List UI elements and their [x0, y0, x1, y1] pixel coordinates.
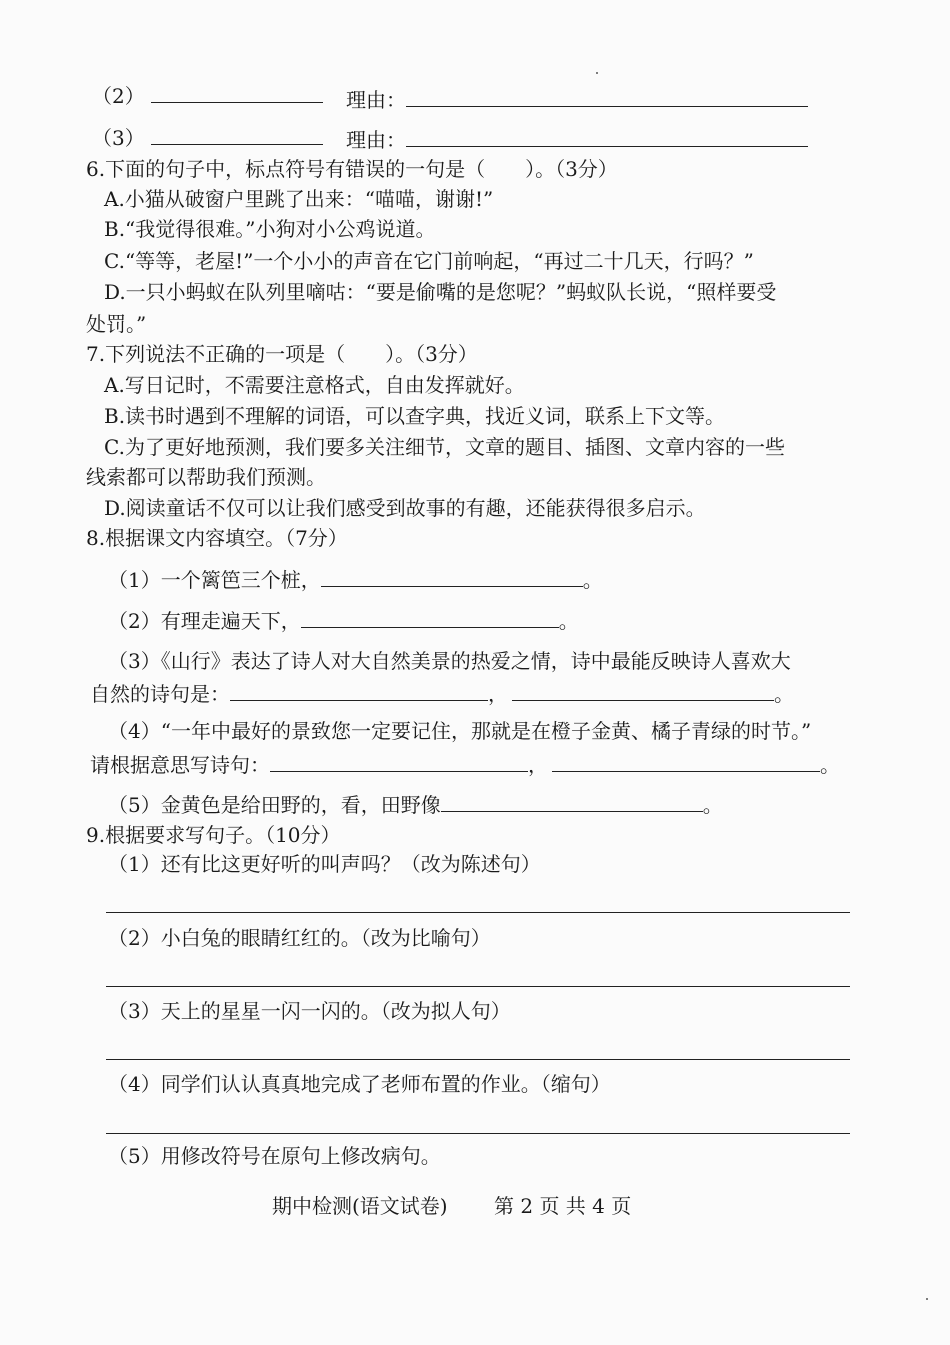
period: 。: [774, 682, 794, 706]
q9-item-1: （1）还有比这更好听的叫声吗？（改为陈述句）: [108, 852, 541, 876]
q8-item-3-answer: [90, 680, 794, 707]
period: 。: [702, 793, 723, 817]
period: 。: [582, 568, 603, 592]
reason-blank[interactable]: [406, 126, 808, 147]
reason-label: 理由：: [346, 128, 406, 152]
answer-blank[interactable]: [151, 124, 323, 145]
q8-item-1: [108, 566, 603, 593]
answer-blank[interactable]: [441, 791, 703, 812]
q8-item-4-prefix: 请根据意思写诗句：: [90, 753, 270, 777]
q8-item-4-answer: [90, 751, 840, 778]
q5-item-3: [92, 124, 323, 151]
answer-blank[interactable]: [321, 566, 583, 587]
q7-stem: 7.下列说法不正确的一项是（ ）。（3分）: [86, 342, 478, 366]
answer-blank[interactable]: [512, 680, 774, 701]
q8-item-5: [108, 791, 723, 818]
scan-speck: [926, 1298, 928, 1300]
q9-item-4: （4）同学们认认真真地完成了老师布置的作业。（缩句）: [108, 1072, 611, 1096]
answer-line[interactable]: [106, 1059, 850, 1060]
q8-item-3-prefix: 自然的诗句是：: [90, 682, 230, 706]
reason-label: 理由：: [346, 88, 406, 112]
q8-item-1-text: （1）一个篱笆三个桩，: [108, 568, 321, 592]
q5-reason-3: [346, 126, 808, 153]
q6-stem: 6.下面的句子中，标点符号有错误的一句是（ ）。（3分）: [86, 157, 618, 181]
q6-option-a: A.小猫从破窗户里跳了出来：“喵喵，谢谢!”: [104, 187, 494, 211]
q8-item-2: [108, 607, 579, 634]
q7-option-c: C.为了更好地预测，我们要多关注细节，文章的题目、插图、文章内容的一些: [104, 435, 785, 459]
comma: ，: [488, 682, 508, 706]
q5-item-2: [92, 82, 323, 109]
reason-blank[interactable]: [406, 86, 808, 107]
q5-reason-2: [346, 86, 808, 113]
q8-item-4: （4）“一年中最好的景致您一定要记住，那就是在橙子金黄、橘子青绿的时节。”: [108, 719, 812, 743]
period: 。: [820, 753, 840, 777]
answer-blank[interactable]: [230, 680, 488, 701]
q6-option-d: D.一只小蚂蚁在队列里嘀咕：“要是偷嘴的是您呢？”蚂蚁队长说，“照样要受: [104, 280, 777, 304]
comma: ，: [528, 753, 548, 777]
answer-line[interactable]: [106, 912, 850, 913]
q7-option-b: B.读书时遇到不理解的词语，可以查字典，找近义词，联系上下文等。: [104, 404, 726, 428]
q7-option-d: D.阅读童话不仅可以让我们感受到故事的有趣，还能获得很多启示。: [104, 496, 706, 520]
q8-item-2-text: （2）有理走遍天下，: [108, 609, 301, 633]
q9-item-5: （5）用修改符号在原句上修改病句。: [108, 1144, 441, 1168]
q7-option-c-cont: 线索都可以帮助我们预测。: [86, 465, 326, 489]
q6-option-d-cont: 处罚。”: [86, 312, 147, 336]
q8-stem: 8.根据课文内容填空。（7分）: [86, 526, 348, 550]
q8-item-3: （3）《山行》表达了诗人对大自然美景的热爱之情，诗中最能反映诗人喜欢大: [108, 649, 791, 673]
q9-stem: 9.根据要求写句子。（10分）: [86, 823, 341, 847]
scan-speck: [596, 72, 598, 74]
footer-page-info: 第 2 页 共 4 页: [494, 1194, 632, 1218]
q6-option-c: C.“等等，老屋!”一个小小的声音在它门前响起，“再过二十几天，行吗？”: [104, 249, 754, 273]
q9-item-3: （3）天上的星星一闪一闪的。（改为拟人句）: [108, 999, 511, 1023]
footer-exam-title: 期中检测(语文试卷): [272, 1194, 448, 1218]
q7-option-a: A.写日记时，不需要注意格式，自由发挥就好。: [104, 373, 525, 397]
item-label: （2）: [92, 84, 145, 108]
item-label: （3）: [92, 126, 145, 150]
q9-item-2: （2）小白兔的眼睛红红的。（改为比喻句）: [108, 926, 491, 950]
q8-item-5-text: （5）金黄色是给田野的，看，田野像: [108, 793, 441, 817]
answer-blank[interactable]: [552, 751, 820, 772]
answer-blank[interactable]: [301, 607, 559, 628]
answer-blank[interactable]: [270, 751, 528, 772]
answer-line[interactable]: [106, 1133, 850, 1134]
q6-option-b: B.“我觉得很难。”小狗对小公鸡说道。: [104, 217, 436, 241]
answer-blank[interactable]: [151, 82, 323, 103]
answer-line[interactable]: [106, 986, 850, 987]
period: 。: [558, 609, 579, 633]
